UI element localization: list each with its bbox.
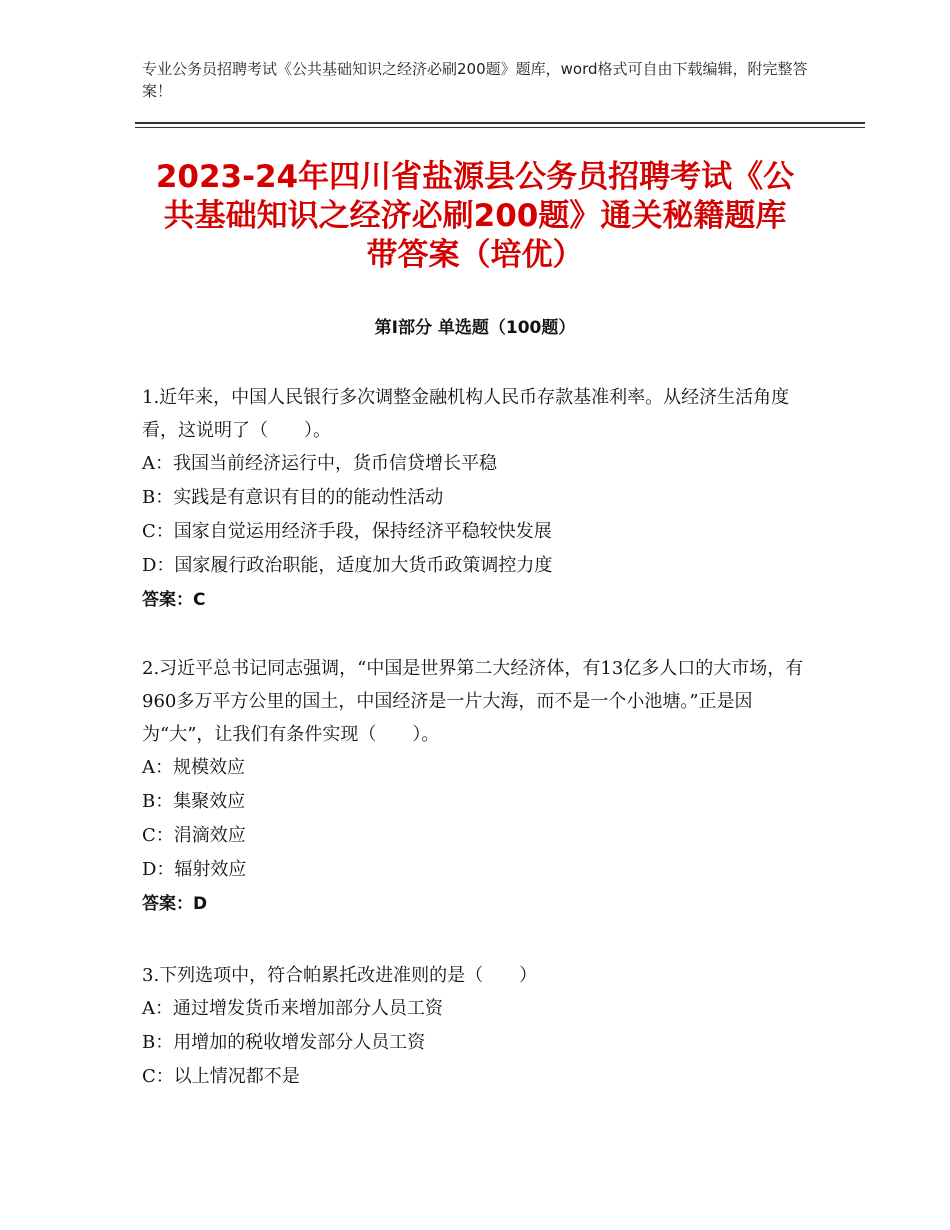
- header-divider-thin: [135, 127, 865, 128]
- option-d: D：国家履行政治职能，适度加大货币政策调控力度: [142, 555, 553, 576]
- question-stem: 2.习近平总书记同志强调，“中国是世界第二大经济体，有13亿多人口的大市场，有960多万平方公里的国土，中国经济是一片大海，而不是一个小池塘。”正是因为“大”，让我们有条件实现（ ）。: [142, 658, 804, 745]
- option-a: A：我国当前经济运行中，货币信贷增长平稳: [142, 453, 497, 474]
- option-c: C：国家自觉运用经济手段，保持经济平稳较快发展: [142, 521, 552, 542]
- option-a: A：规模效应: [142, 757, 245, 778]
- section-title: 第I部分 单选题（100题）: [374, 318, 576, 338]
- option-c: C：以上情况都不是: [142, 1066, 300, 1087]
- question-stem: 1.近年来，中国人民银行多次调整金融机构人民币存款基准利率。从经济生活角度看，这说明了（ ）。: [142, 387, 790, 441]
- question-stem: 3.下列选项中，符合帕累托改进准则的是（ ）: [142, 965, 538, 986]
- option-d: D：辐射效应: [142, 859, 247, 880]
- question-2: [142, 652, 812, 921]
- option-a: A：通过增发货币来增加部分人员工资: [142, 998, 443, 1019]
- option-b: B：用增加的税收增发部分人员工资: [142, 1032, 426, 1053]
- option-b: B：集聚效应: [142, 791, 246, 812]
- answer: 答案：D: [142, 894, 208, 914]
- header-note: 专业公务员招聘考试《公共基础知识之经济必刷200题》题库，word格式可自由下载编辑，附完整答案！: [142, 60, 808, 100]
- header-divider-thick: [135, 122, 865, 124]
- question-1: [142, 381, 812, 617]
- option-b: B：实践是有意识有目的的能动性活动: [142, 487, 444, 508]
- option-c: C：涓滴效应: [142, 825, 246, 846]
- document-title: 2023-24年四川省盐源县公务员招聘考试《公共基础知识之经济必刷200题》通关秘籍题库带答案（培优）: [155, 159, 795, 273]
- answer: 答案：C: [142, 590, 206, 610]
- question-3: [142, 959, 812, 1094]
